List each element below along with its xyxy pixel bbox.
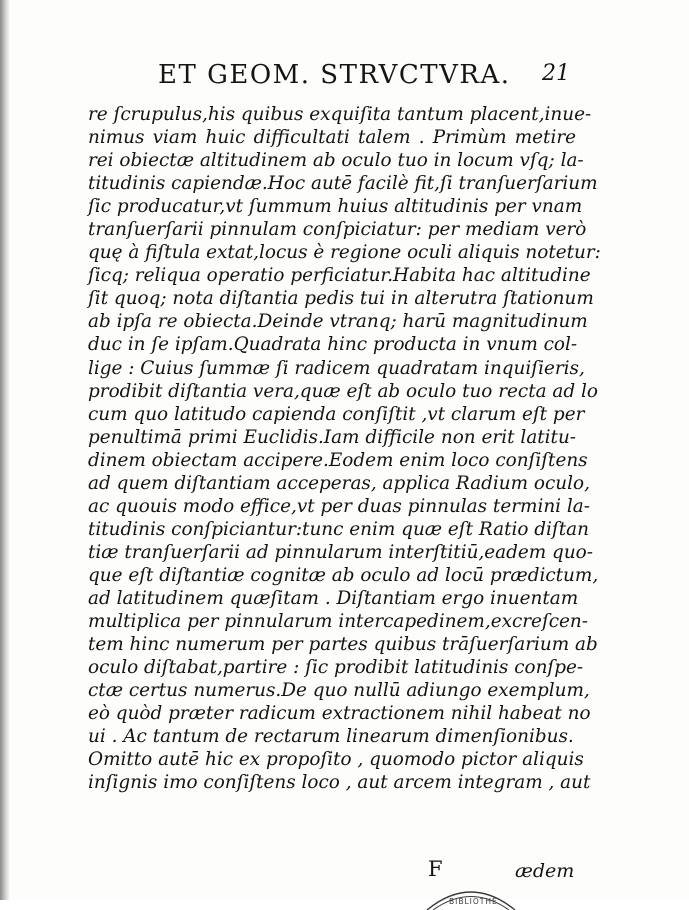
- page-number: 21: [542, 61, 570, 86]
- text-line: tiæ tranſuerſarii ad pinnularum interſtitiū,eadem quo-: [88, 541, 593, 563]
- text-line: tranſuerſarii pinnulam conſpiciatur: per mediam verò: [88, 219, 587, 241]
- page-gutter-shadow: [0, 0, 10, 900]
- catchword: ædem: [515, 860, 575, 882]
- text-line: ui . Ac tantum de rectarum linearum dimenſionibus.: [88, 726, 574, 748]
- text-line: prodibit diſtantia vera,quæ eſt ab oculo tuo recta ad lo: [88, 380, 598, 402]
- library-stamp-icon: [423, 880, 519, 910]
- text-line: titudinis conſpiciantur:tunc enim quæ eſt Ratio diſtan: [88, 518, 589, 540]
- running-head: ET GEOM. STRVCTVRA.: [158, 60, 511, 90]
- text-line: oculo diſtabat,partire : ſic prodibit latitudinis conſpe-: [88, 657, 584, 679]
- text-line: penultimā primi Euclidis.Iam difficile non erit latitu-: [88, 426, 576, 448]
- body-text: [88, 103, 601, 794]
- text-line: ad latitudinem quæſitam . Diſtantiam ergo inuentam: [88, 587, 579, 609]
- text-line: rei obiectæ altitudinem ab oculo tuo in locum vſq; la-: [88, 150, 584, 172]
- text-line: duc in ſe ipſam.Quadrata hinc producta in vnum col-: [88, 334, 578, 356]
- text-line: ſic producatur,vt ſummum huius altitudinis per vnam: [88, 196, 583, 218]
- text-line: ab ipſa re obiecta.Deinde vtranq; harū magnitudinum: [88, 311, 588, 333]
- text-line: eò quòd præter radicum extractionem nihil habeat no: [88, 703, 591, 725]
- text-line: ſit quoq; nota diſtantia pedis tui in alterutra ſtationum: [88, 288, 594, 310]
- signature-mark: F: [428, 857, 443, 881]
- text-line: titudinis capiendæ.Hoc autē facilè fit,ſi tranſuerſarium: [88, 173, 598, 195]
- text-line: que eſt diſtantiæ cognitæ ab oculo ad locū prædictum,: [88, 564, 599, 586]
- text-line: quę à fiſtula extat,locus è regione oculi aliquis notetur:: [88, 242, 601, 264]
- text-line: tem hinc numerum per partes quibus trāſuerſarium ab: [88, 634, 598, 656]
- text-line: ctæ certus numerus.De quo nullū adiungo exemplum,: [88, 680, 590, 702]
- text-line: inſignis imo conſiſtens loco , aut arcem integram , aut: [88, 772, 591, 794]
- text-line: cum quo latitudo capienda conſiſtit ,vt clarum eſt per: [88, 403, 585, 425]
- text-line: dinem obiectam accipere.Eodem enim loco conſiſtens: [88, 449, 588, 471]
- text-line: lige : Cuius ſummæ ſi radicem quadratam inquiſieris,: [88, 357, 585, 379]
- text-line: re ſcrupulus,his quibus exquiſita tantum placent,inue-: [88, 104, 592, 125]
- text-line: ad quem diſtantiam acceperas, applica Radium oculo,: [88, 472, 590, 494]
- text-line: multiplica per pinnularum intercapedinem,excreſcen-: [88, 611, 588, 633]
- text-line: ſicq; reliqua operatio perficiatur.Habita hac altitudine: [88, 265, 591, 287]
- text-line: Omitto autē hic ex propoſito , quomodo pictor aliquis: [88, 749, 584, 771]
- text-line: ac quouis modo effice,vt per duas pinnulas termini la-: [88, 495, 590, 517]
- stamp-text: BIBLIOTHE: [449, 897, 498, 906]
- page-header: [138, 60, 570, 94]
- text-line: nimus viam huic difficultati talem . Primùm metire: [88, 127, 576, 149]
